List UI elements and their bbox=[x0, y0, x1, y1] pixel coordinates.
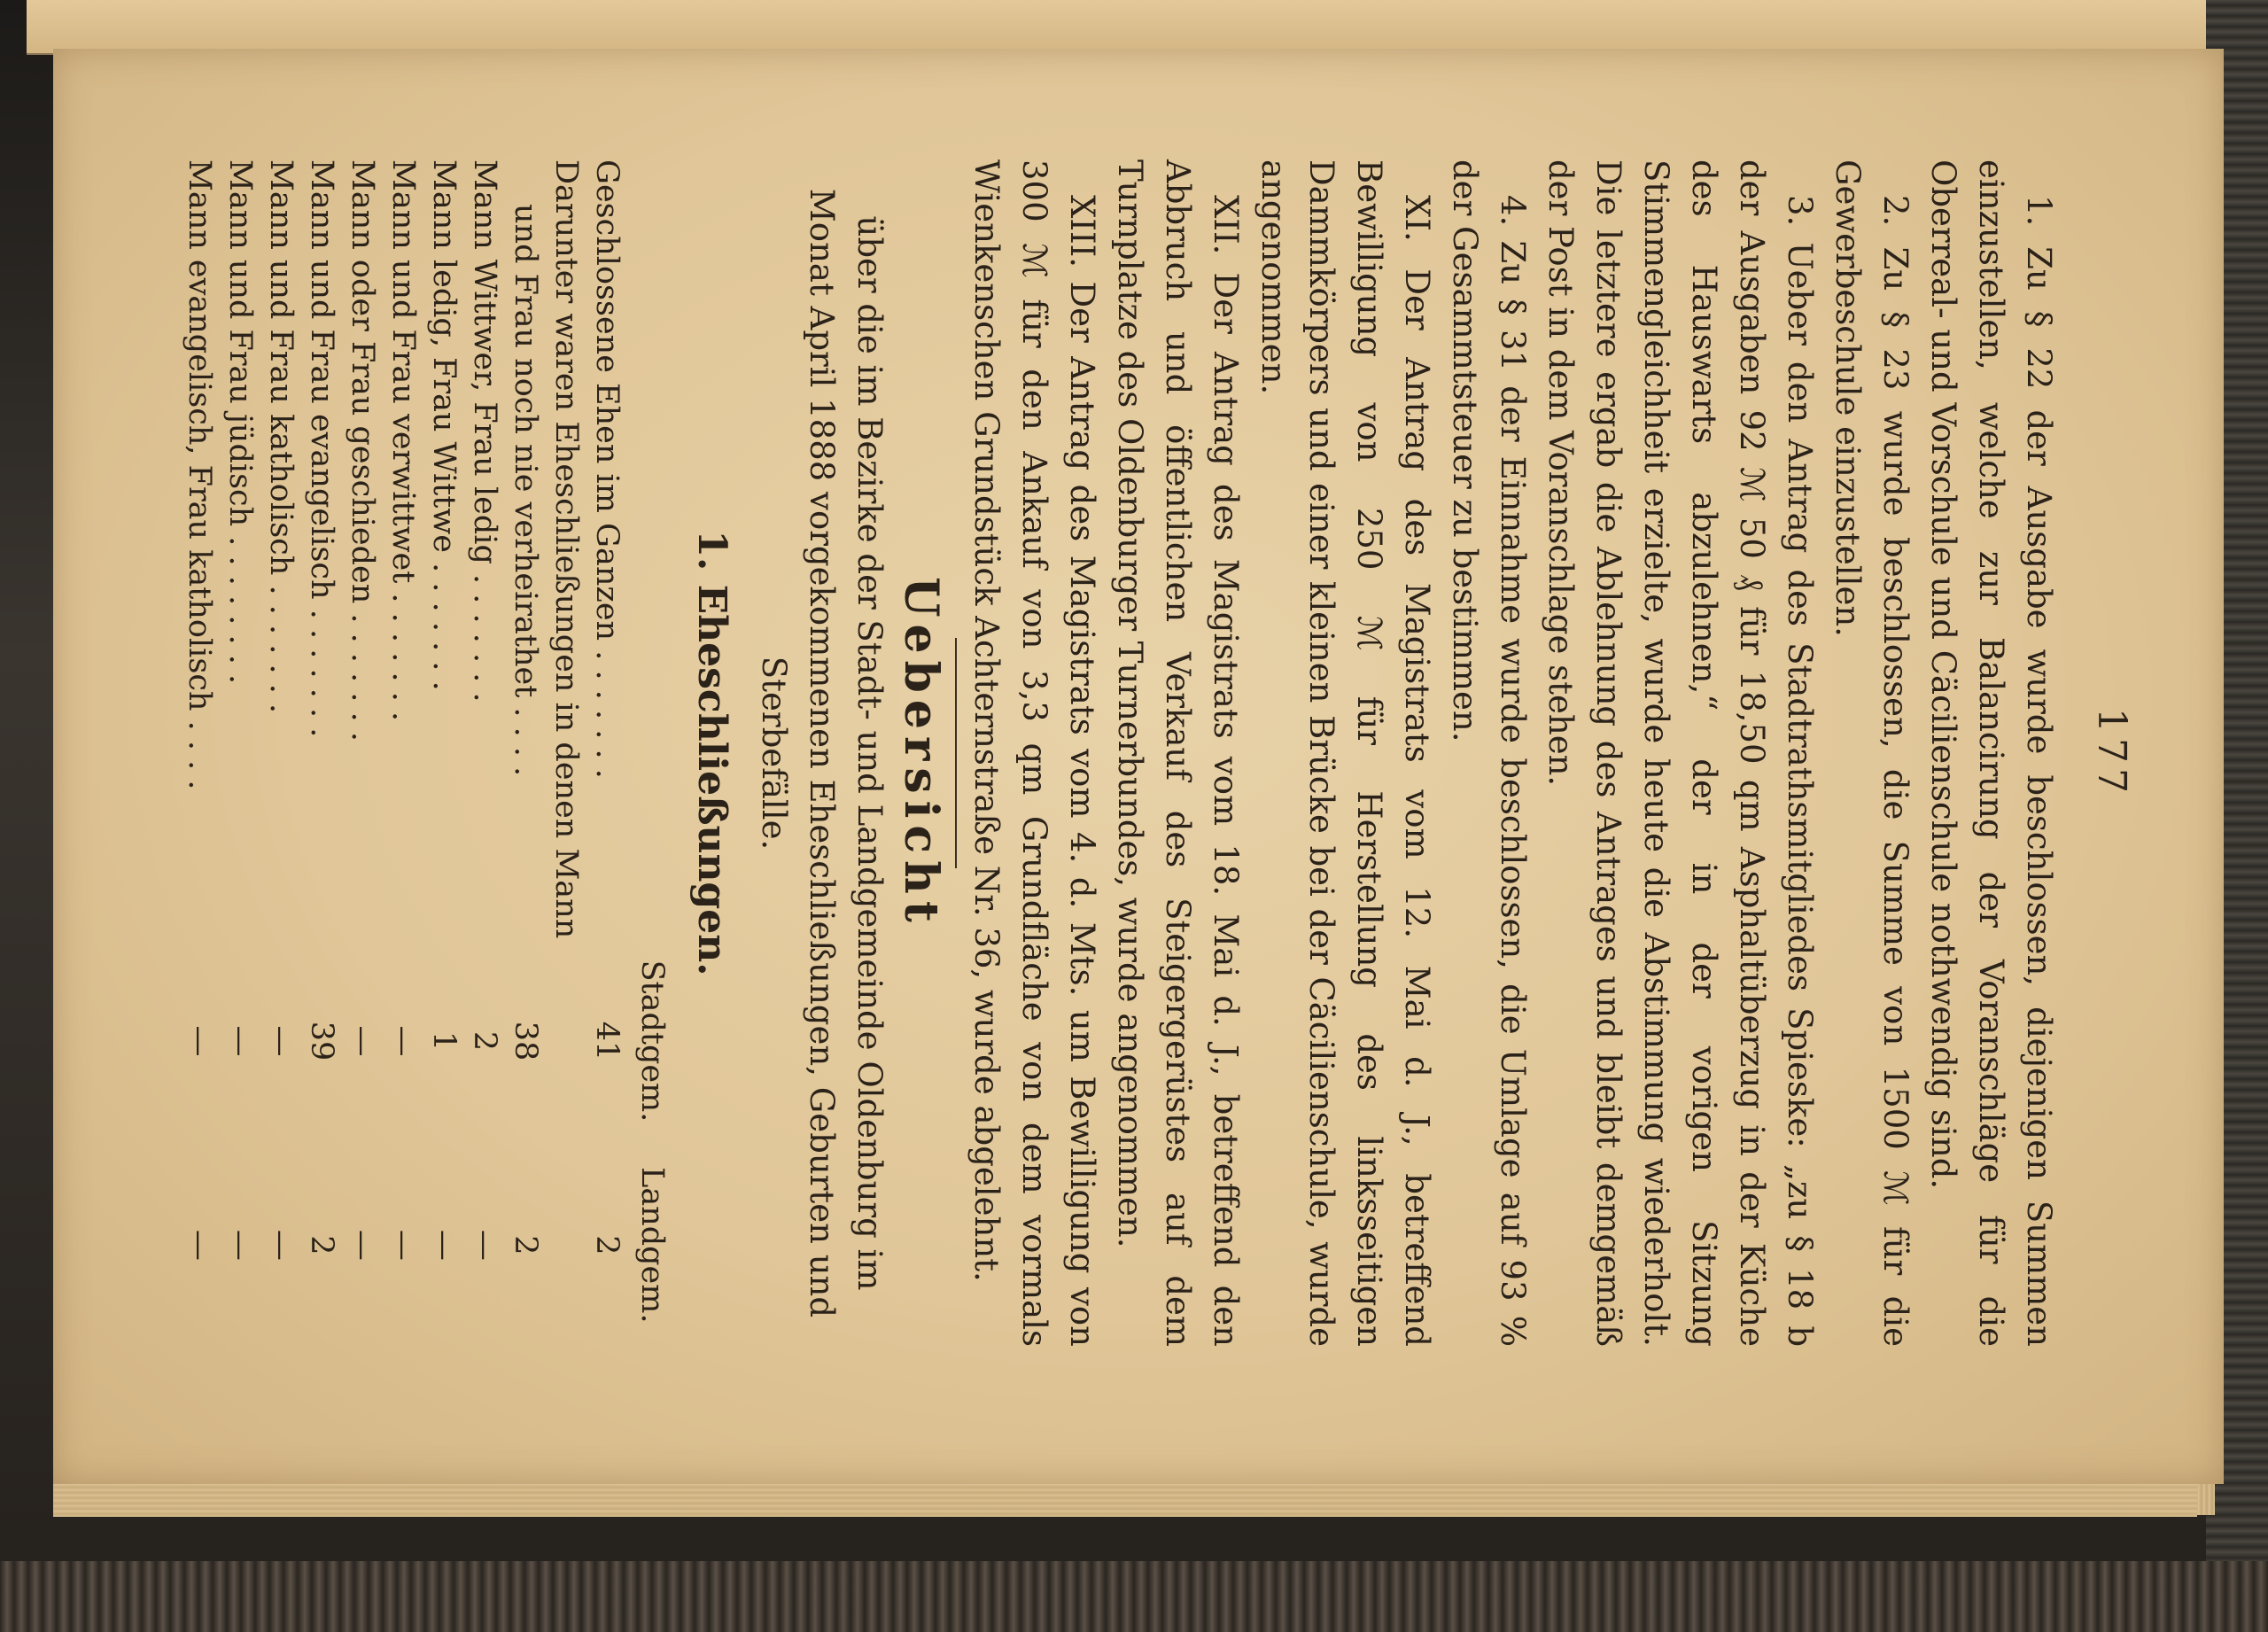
paragraph: 3. Ueber den Antrag des Stadtrathsmitgliedes Spieske: „zu § 18 b der Ausgaben 92 ℳ 50 ₰ für 18,50 qm Asphaltüberzug in der Küche des Hauswarts abzulehnen,“ der in der vorigen Sitzung Stimmengleichheit erzielte, wurde heute die Abstimmung wiederholt. Die letztere ergab die Ablehnung des Antrages und bleibt demgemäß der Post in dem Voranschlage stehen. bbox=[1542, 159, 1819, 1347]
table-row: Mann und Frau jüdisch . . . . . . . . — — bbox=[222, 159, 258, 1261]
paragraph: 2. Zu § 23 wurde beschlossen, die Summe von 1500 ℳ für die Gewerbeschule einzustellen. bbox=[1829, 159, 1915, 1347]
table-row: Mann und Frau katholisch . . . . . . . — — bbox=[263, 159, 299, 1261]
table-row: Darunter waren Eheschließungen in denen Mann bbox=[548, 159, 584, 939]
table-row: Mann ledig, Frau Wittwe . . . . . . . 1 — bbox=[426, 159, 462, 1261]
table-row: Mann und Frau evangelisch . . . . . . . 39 2 bbox=[304, 159, 339, 1255]
section-title: 1. Eheschließungen. bbox=[689, 530, 734, 976]
paragraph: 1. Zu § 22 der Ausgabe wurde beschlossen, diejenigen Summen einzustellen, welche zur Balancirung der Voranschläge für die Oberreal- und Vorschule und Cäcilienschule nothwendig sind. bbox=[1924, 159, 2058, 1347]
paragraph: 4. Zu § 31 der Einnahme wurde beschlossen, die Umlage auf 93 % der Gesammtsteuer zu bestimmen. bbox=[1446, 159, 1532, 1347]
divider bbox=[955, 638, 957, 868]
overview-subtitle: über die im Bezirke der Stadt- und Landgemeinde Oldenburg im Monat April 1888 vorgekommenen Eheschließungen, Geburten und Sterbefälle. bbox=[755, 188, 889, 1318]
table-row: Mann oder Frau geschieden . . . . . . . — — bbox=[345, 159, 380, 1261]
marriages-table bbox=[179, 159, 677, 1347]
table-header-row bbox=[627, 159, 677, 1347]
table-row: Mann evangelisch, Frau katholisch . . . . — — bbox=[182, 159, 217, 1261]
paragraph: XIII. Der Antrag des Magistrats vom 4. d. Mts. um Bewilligung von 300 ℳ für den Ankauf von 3,3 qm Grundfläche von dem vormals Wienkenschen Grundstück Achternstraße Nr. 36, wurde abgelehnt. bbox=[967, 159, 1101, 1347]
col-header-stadt: Stadtgem. bbox=[634, 960, 670, 1123]
table-row: und Frau noch nie verheirathet . . . . 38 2 bbox=[508, 204, 543, 1255]
cover-edge-bottom bbox=[0, 1561, 2268, 1632]
page-number: 177 bbox=[2089, 708, 2134, 798]
col-header-land: Landgem. bbox=[634, 1167, 670, 1324]
paragraph: XI. Der Antrag des Magistrats vom 12. Mai d. J., betreffend Bewilligung von 250 ℳ für Herstellung des linksseitigen Dammkörpers und einer kleinen Brücke bei der Cäcilienschule, wurde angenommen. bbox=[1254, 159, 1436, 1347]
page-text-block bbox=[182, 159, 2135, 1347]
paragraph: XII. Der Antrag des Magistrats vom 18. Mai d. J., betreffend den Abbruch und öffentlichen Verkauf des Steigergerüstes auf dem Turnplatze des Oldenburger Turnerbundes, wurde angenommen. bbox=[1111, 159, 1245, 1347]
facing-page-edge bbox=[27, 0, 2206, 55]
overview-title: Uebersicht bbox=[894, 577, 948, 929]
table-row: Mann und Frau verwittwet . . . . . . . — — bbox=[385, 159, 421, 1261]
table-row: Geschlossene Ehen im Ganzen . . . . . . . 41 2 bbox=[589, 159, 625, 1255]
table-row: Mann Wittwer, Frau ledig . . . . . . . 2 — bbox=[467, 159, 502, 1261]
